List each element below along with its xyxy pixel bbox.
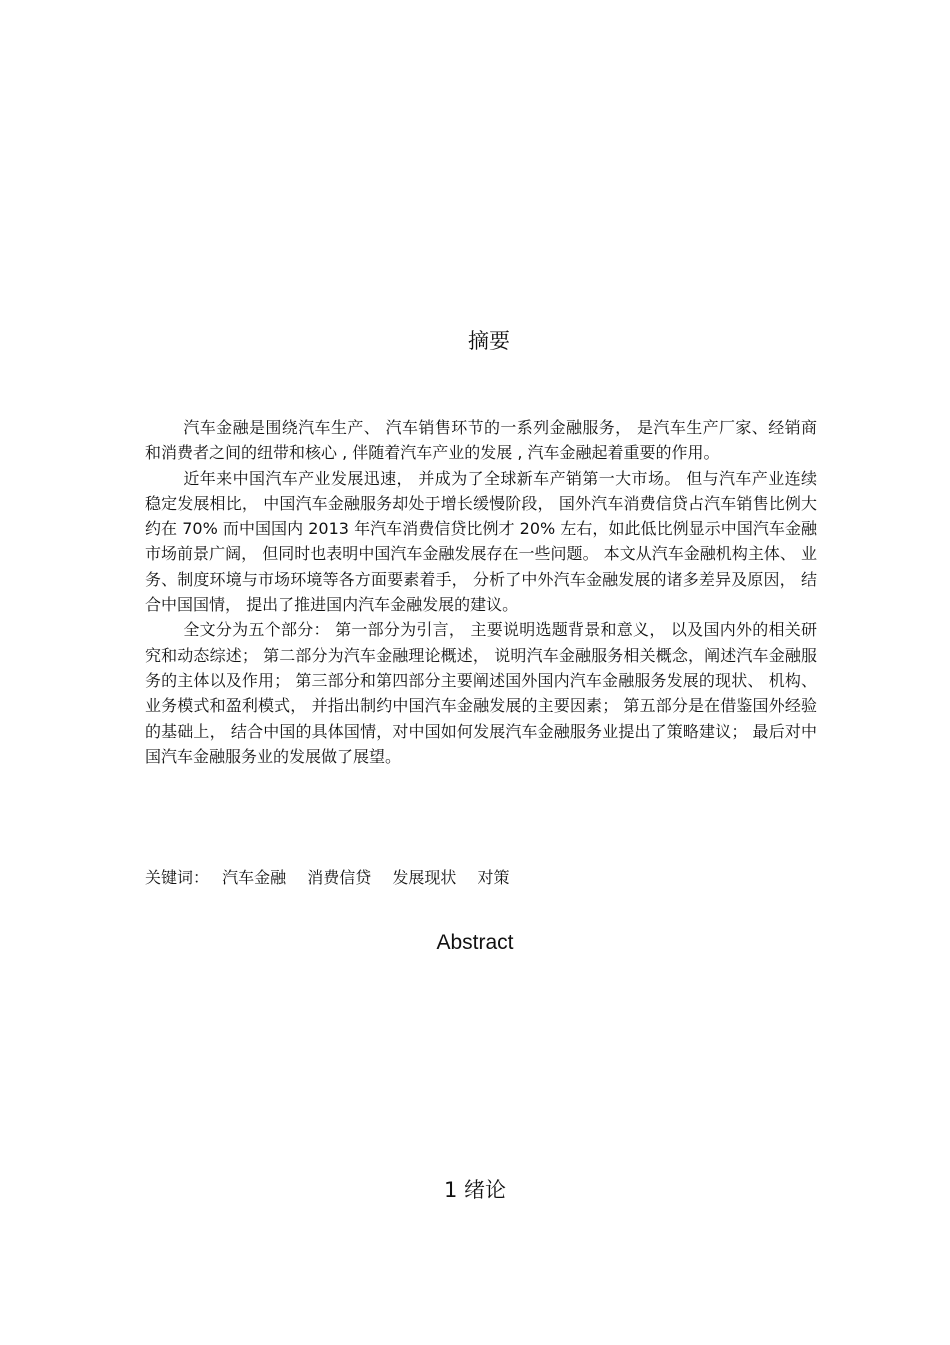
keywords-line — [145, 865, 525, 890]
keywords-label: 关键词： — [145, 868, 210, 887]
keyword-3: 发展现状 — [392, 868, 457, 887]
abstract-title: 摘要 — [468, 329, 510, 353]
abstract-paragraph-3: 全文分为五个部分： 第一部分为引言， 主要说明选题背景和意义， 以及国内外的相关研究和动态综述； 第二部分为汽车金融理论概述， 说明汽车金融服务相关概念，阐述汽车金融服务的主体以及作用； 第三部分和第四部分主要阐述国外国内汽车金融服务发展的现状、 机构、业务模式和盈利模式， 并指出制约中国汽车金融发展的主要因素； 第五部分是在借鉴国外经验的基础上， 结合中国的具体国情，对中国如何发展汽车金融服务业提出了策略建议； 最后对中国汽车金融服务业的发展做了展望。 — [145, 620, 817, 766]
keyword-2: 消费信贷 — [307, 868, 372, 887]
abstract-paragraph-2: 近年来中国汽车产业发展迅速， 并成为了全球新车产销第一大市场。 但与汽车产业连续稳定发展相比， 中国汽车金融服务却处于增长缓慢阶段， 国外汽车消费信贷占汽车销售比例大约在 70% 而中国国内 2013 年汽车消费信贷比例才 20% 左右，如此低比例显示中国汽车金融市场前景广阔， 但同时也表明中国汽车金融发展存在一些问题。 本文从汽车金融机构主体、 业务、制度环境与市场环境等各方面要素着手， 分析了中外汽车金融发展的诸多差异及原因， 结合中国国情， 提出了推进国内汽车金融发展的建议。 — [145, 468, 817, 615]
keyword-4: 对策 — [477, 868, 510, 887]
abstract-body — [145, 415, 817, 769]
abstract-paragraph-1: 汽车金融是围绕汽车生产、 汽车销售环节的一系列金融服务， 是汽车生产厂家、经销商和消费者之间的纽带和核心 , 伴随着汽车产业的发展 , 汽车金融起着重要的作用。 — [145, 418, 817, 463]
keyword-1: 汽车金融 — [222, 868, 287, 887]
abstract-en-title: Abstract — [436, 931, 514, 954]
chapter-title: 1 绪论 — [443, 1178, 507, 1202]
